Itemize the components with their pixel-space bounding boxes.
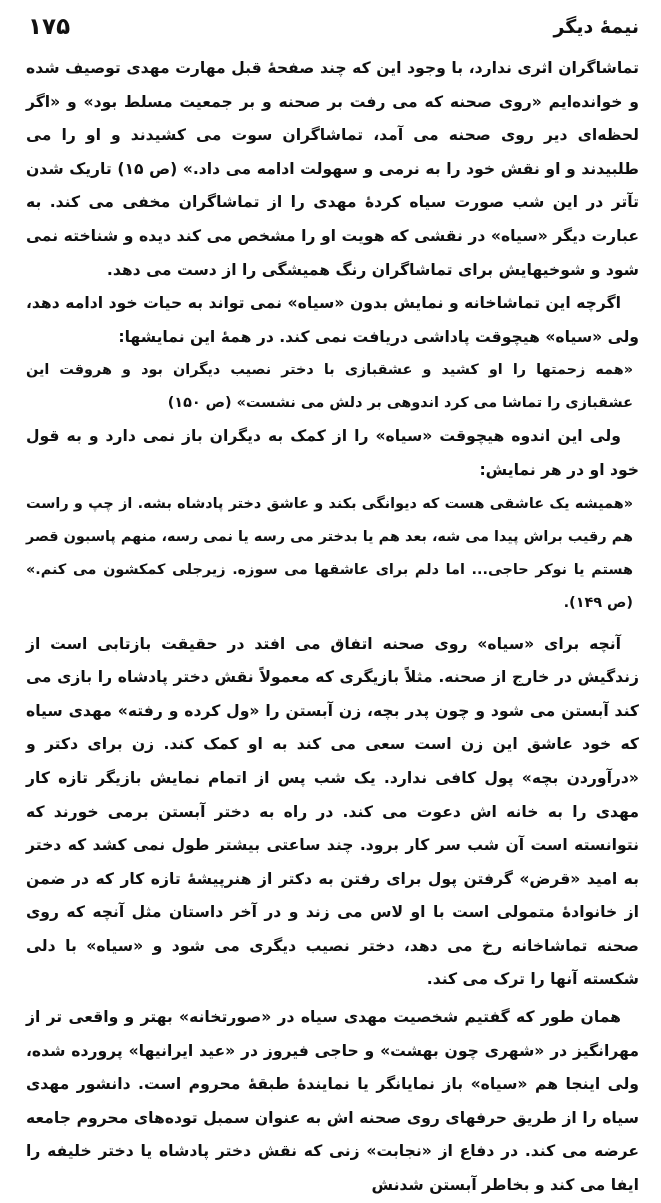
paragraph: همان طور که گفتیم شخصیت مهدی سیاه در «صورتخانه» بهتر و واقعی تر از مهرانگیز در «شهری چون بهشت» و حاجی فیروز در «عید ایرانیها» پرورده شده، ولی اینجا هم «سیاه» باز نمایانگر یا نمایندهٔ طبقهٔ محروم است. دانشور مهدی سیاه را از طریق حرفهای روی صحنه اش به عنوان سمبل توده‌های محروم جامعه عرضه می کند. در دفاع از «نجابت» زنی که نقش دختر پادشاه یا دختر خلیفه را ایفا می کند و بخاطر آبستن شدنش <box>26 1008 639 1195</box>
paragraph: ولی این اندوه هیچوقت «سیاه» را از کمک به دیگران باز نمی دارد و به قول خود او در هر نمایش: <box>26 427 639 479</box>
page-number: ۱۷۵ <box>28 14 71 40</box>
page-header <box>28 10 639 44</box>
body-text <box>26 52 639 1203</box>
paragraph: اگرچه این تماشاخانه و نمایش بدون «سیاه» نمی تواند به حیات خود ادامه دهد، ولی «سیاه» هیچوقت پاداشی دریافت نمی کند. در همهٔ این نمایشها: <box>26 294 639 346</box>
paragraph: آنچه برای «سیاه» روی صحنه اتفاق می افتد در حقیقت بازتابی است از زندگیش در خارج از صحنه. مثلاً بازیگری که معمولاً نقش دختر پادشاه را بازی می کند آبستن می شود و چون پدر بچه، زن آبستن را «ول کرده و رفته» مهدی سیاه که خود عاشق این زن است سعی می کند به او کمک کند. زن برای دکتر و «درآوردن بچه» پول کافی ندارد. یک شب پس از اتمام نمایش بازیگر تازه کار مهدی را به خانه اش دعوت می کند. در راه به دختر آبستن برمی خورند که نتوانسته است آن شب سر کار برود. چند ساعتی بیشتر طول نمی کشد که دختر به امید «قرض» گرفتن پول برای رفتن به دکتر از هنرپیشهٔ تازه کار که در ضمن از خانوادهٔ متمولی است با او لاس می زند و در آخر داستان مثل آنچه که روی صحنه تماشاخانه رخ می دهد، دختر نصیب دیگری می شود و «سیاه» با دلی شکسته آنها را ترک می کند. <box>26 634 639 989</box>
paragraph: تماشاگران اثری ندارد، با وجود این که چند صفحهٔ قبل مهارت مهدی توصیف شده و خوانده‌ایم «روی صحنه که می رفت بر صحنه و بر جمعیت مسلط بود» و «اگر لحظه‌ای دیر روی صحنه می آمد، تماشاگران سوت می کشیدند و او را می طلبیدند و او نقش خود را به نرمی و سهولت ادامه می داد.» (ص ۱۵) تاریک شدن تآتر در این شب صورت سیاه کردهٔ مهدی را از تماشاگران مخفی می کند. به عبارت دیگر «سیاه» در نقشی که هویت او را مشخص می کند دیده و شناخته نمی شود و شوخیهایش برای تماشاگران رنگ همیشگی را از دست می دهد. <box>26 59 639 279</box>
block-quote: «همه زحمتها را او کشید و عشقبازی با دختر نصیب دیگران بود و هروقت این عشقبازی را تماشا می کرد اندوهی بر دلش می نشست» (ص ۱۵۰) <box>26 362 633 412</box>
block-quote: «همیشه یک عاشقی هست که دیوانگی بکند و عاشق دختر پادشاه بشه. از چپ و راست هم رقیب براش پیدا می شه، بعد هم یا بدختر می رسه یا نمی رسه، منهم پاسبون قصر هستم یا نوکر حاجی... اما دلم برای عاشقها می سوزه. زیرجلی کمکشون می کنم.» (ص ۱۴۹). <box>26 495 633 611</box>
running-title: نیمهٔ دیگر <box>553 16 639 38</box>
